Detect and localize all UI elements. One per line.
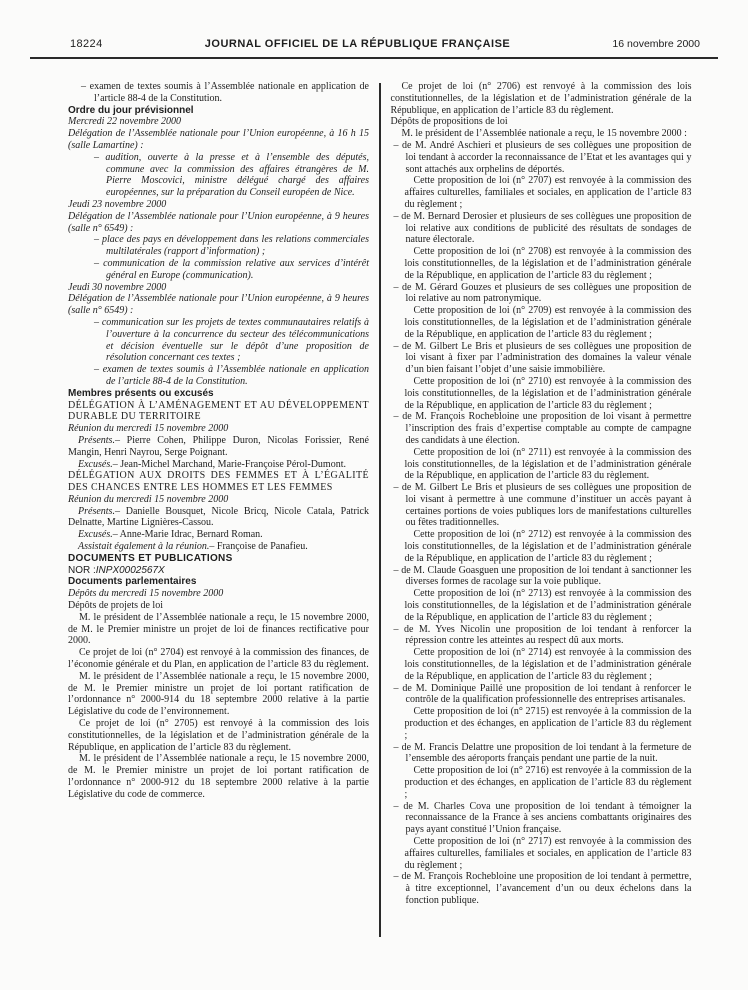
nor-reference [68,565,369,577]
list-item: – de M. Gérard Gouzes et plusieurs de ses collègues une proposition de loi relative au nom patronymique. [393,281,692,305]
subsection-heading: DÉLÉGATION À L’AMÉNAGEMENT ET AU DÉVELOPPEMENT DURABLE DU TERRITOIRE [68,399,369,423]
paragraph: Cette proposition de loi (n° 2707) est renvoyée à la commission des affaires culturelles, familiales et sociales, en application de l’article 83 du règlement ; [404,175,692,210]
attendance-label: Excusés. [78,458,113,470]
list-item: – de M. François Rochebloine une proposition de loi tendant à permettre, à titre exceptionnel, l’avancement d’un ou deux échelons dans la fonction publique. [393,871,692,906]
list-item: – communication de la commission relative aux services d’intérêt général en Europe (communication). [94,257,369,281]
section-heading: Documents parlementaires [68,576,197,588]
paragraph: Ce projet de loi (n° 2704) est renvoyé à la commission des finances, de l’économie générale et du Plan, en application de l’article 83 du règlement. [68,647,369,671]
sub-heading: Dépôts de projets de loi [68,600,163,612]
paragraph: Cette proposition de loi (n° 2710) est renvoyée à la commission des lois constitutionnelles, de la législation et de l’administration générale de la République, en application de l’article 83 du règlement ; [404,375,692,411]
subsection-heading: DÉLÉGATION AUX DROITS DES FEMMES ET À L’ÉGALITÉ DES CHANCES ENTRE LES HOMMES ET LES FEMMES [68,470,369,494]
attendance-paragraph [68,435,369,459]
nor-value: INPX0002567X [95,564,165,576]
right-column [391,81,692,937]
list-item: – de M. Francis Delattre une proposition de loi tendant à la fermeture de l’ensemble des aéroports français pendant une partie de la nuit. [393,741,692,765]
attendance-names: – Jean-Michel Marchand, Marie-Françoise Pérol-Dumont. [112,458,346,470]
attendance-paragraph [68,459,369,471]
list-item: – examen de textes soumis à l’Assemblée nationale en application de l’article 88-4 de la Constitution. [81,81,369,104]
attendance-names: – Danielle Bousquet, Nicole Bricq, Nicole Catala, Patrick Delnatte, Martine Lignières-Cassou. [68,505,369,529]
paragraph: M. le président de l’Assemblée nationale a reçu, le 15 novembre 2000, de M. le Premier ministre un projet de loi portant ratification de l’ordonnance n° 2000-914 du 18 septembre 2000 relative à la partie Législative du code de l’environnement. [68,670,369,718]
paragraph: M. le président de l’Assemblée nationale a reçu, le 15 novembre 2000 : [401,128,687,140]
sub-heading: Dépôts de propositions de loi [390,116,508,128]
journal-title: JOURNAL OFFICIEL DE LA RÉPUBLIQUE FRANÇAISE [204,38,511,50]
list-item: – place des pays en développement dans les relations commerciales multilatérales (rapport d’information) ; [94,234,369,258]
date-heading: Jeudi 23 novembre 2000 [68,198,167,210]
paragraph: Cette proposition de loi (n° 2709) est renvoyée à la commission des lois constitutionnelles, de la législation et de l’administration générale de la République, en application de l’article 83 du règlement ; [404,305,692,340]
paragraph: M. le président de l’Assemblée nationale a reçu, le 15 novembre 2000, de M. le Premier ministre un projet de loi de finances rectificative pour 2000. [68,611,369,647]
paragraph: Cette proposition de loi (n° 2714) est renvoyée à la commission des lois constitutionnelles, de la législation et de l’administration générale de la République, en application de l’article 83 du règlement ; [404,647,692,682]
paragraph: Ce projet de loi (n° 2706) est renvoyé à la commission des lois constitutionnelles, de la législation et de l’administration générale de la République, en application de l’article 83 du règlement. [390,81,692,116]
paragraph-italic: Délégation de l’Assemblée nationale pour l’Union européenne, à 16 h 15 (salle Lamartine) : [68,128,369,151]
paragraph: Cette proposition de loi (n° 2713) est renvoyée à la commission des lois constitutionnelles, de la législation et de l’administration générale de la République, en application de l’article 83 du règlement ; [404,588,692,623]
header-date: 16 novembre 2000 [612,38,700,50]
paragraph: M. le président de l’Assemblée nationale a reçu, le 15 novembre 2000, de M. le Premier ministre un projet de loi portant ratification de l’ordonnance n° 2000-912 du 18 septembre 2000 relative à la partie Législative du code de commerce. [68,753,369,800]
attendance-paragraph [68,506,369,530]
page-number: 18224 [70,38,103,50]
nor-label: NOR : [68,564,96,576]
major-heading: DOCUMENTS ET PUBLICATIONS [68,552,233,564]
paragraph: Cette proposition de loi (n° 2717) est renvoyée à la commission des affaires culturelles, familiales et sociales, en application de l’article 83 du règlement ; [404,836,692,871]
column-divider [379,83,381,937]
section-heading: Membres présents ou excusés [68,387,214,399]
attendance-label: Assistait également à la réunion. [78,541,210,553]
content-columns [0,59,748,937]
list-item: – de M. Dominique Paillé une proposition de loi tendant à renforcer le contrôle de la qualification professionnelle des entreprises artisanales. [393,682,692,706]
paragraph-italic: Délégation de l’Assemblée nationale pour l’Union européenne, à 9 heures (salle n° 6549) : [68,210,369,234]
date-heading: Réunion du mercredi 15 novembre 2000 [68,493,229,505]
list-item: – de M. Yves Nicolin une proposition de loi tendant à renforcer la répression contre les atteintes au respect dû aux morts. [393,623,692,647]
paragraph: Cette proposition de loi (n° 2715) est renvoyée à la commission de la production et des échanges, en application de l’article 83 du règlement ; [404,706,692,741]
left-column [68,81,369,937]
paragraph: Cette proposition de loi (n° 2708) est renvoyée à la commission des lois constitutionnelles, de la législation et de l’administration générale de la République, en application de l’article 83 du règlement ; [404,246,692,281]
paragraph: Cette proposition de loi (n° 2712) est renvoyée à la commission des lois constitutionnelles, de la législation et de l’administration générale de la République, en application de l’article 83 du règlement ; [404,529,692,564]
list-item: – examen de textes soumis à l’Assemblée nationale en application de l’article 88-4 de la Constitution. [94,364,369,387]
paragraph: Cette proposition de loi (n° 2711) est renvoyée à la commission des lois constitutionnelles, de la législation et de l’administration générale de la République, en application de l’article 83 du règlement. [404,446,692,482]
date-heading: Mercredi 22 novembre 2000 [68,116,182,128]
list-item: – de M. Claude Goasguen une proposition de loi tendant à sanctionner les diverses formes de racolage sur la voie publique. [393,564,692,588]
date-heading: Jeudi 30 novembre 2000 [68,281,167,293]
attendance-names: – Françoise de Panafieu. [209,541,308,553]
attendance-label: Excusés. [78,529,113,541]
attendance-names: – Anne-Marie Idrac, Bernard Roman. [112,529,263,541]
attendance-label: Présents. [78,434,115,446]
page-header [0,0,748,50]
list-item: – de M. André Aschieri et plusieurs de ses collègues une proposition de loi tendant à accorder la reconnaissance de l’Etat et les avantages qui y sont attachés aux orphelins de déportés. [393,139,692,175]
paragraph: Cette proposition de loi (n° 2716) est renvoyée à la commission de la production et des échanges, en application de l’article 83 du règlement ; [404,765,692,800]
attendance-paragraph [68,529,369,541]
list-item: – de M. Gilbert Le Bris et plusieurs de ses collègues une proposition de loi visant à permettre à une commune d’instituer un accès payant à certaines portions de voies publiques lors de manifestations culturelles ou fêtes traditionnelles. [393,482,692,529]
date-heading: Dépôts du mercredi 15 novembre 2000 [68,588,224,600]
list-item: – de M. Gilbert Le Bris et plusieurs de ses collègues une proposition de loi visant à fixer par l’administration des domaines la valeur vénale d’un bien faisant l’objet d’une saisie immobilière. [393,340,692,376]
date-heading: Réunion du mercredi 15 novembre 2000 [68,423,229,435]
list-item: – audition, ouverte à la presse et à l’ensemble des députés, commune avec la commission des affaires étrangères de M. Pierre Moscovici, ministre délégué chargé des affaires européennes, sur la préparation du Conseil européen de Nice. [94,151,369,199]
section-heading: Ordre du jour prévisionnel [68,104,194,116]
attendance-names: – Pierre Cohen, Philippe Duron, Nicolas Forissier, René Mangin, Henri Nayrou, Serge Poignant. [68,434,369,458]
attendance-paragraph [68,541,369,553]
paragraph: Ce projet de loi (n° 2705) est renvoyé à la commission des lois constitutionnelles, de la législation et de l’administration générale de la République, en application de l’article 83 du règlement. [68,718,369,753]
list-item: – de M. Bernard Derosier et plusieurs de ses collègues une proposition de loi relative aux conditions de publicité des résultats de sondages de nature électorale. [393,210,692,246]
list-item: – de M. François Rochebloine une proposition de loi visant à permettre l’inscription des frais d’expertise comptable au compte de campagne des candidats à une élection. [393,411,692,446]
list-item: – de M. Charles Cova une proposition de loi tendant à témoigner la reconnaissance de la France à ses anciens combattants originaires des pays ayant constitué l’Union française. [393,800,692,836]
paragraph-italic: Délégation de l’Assemblée nationale pour l’Union européenne, à 9 heures (salle n° 6549) : [68,293,369,317]
list-item: – communication sur les projets de textes communautaires relatifs à l’ouverture à la concurrence du secteur des télécommunications et décision éventuelle sur le dépôt d’une proposition de résolution concernant ces textes ; [94,316,369,364]
attendance-label: Présents. [78,505,115,517]
